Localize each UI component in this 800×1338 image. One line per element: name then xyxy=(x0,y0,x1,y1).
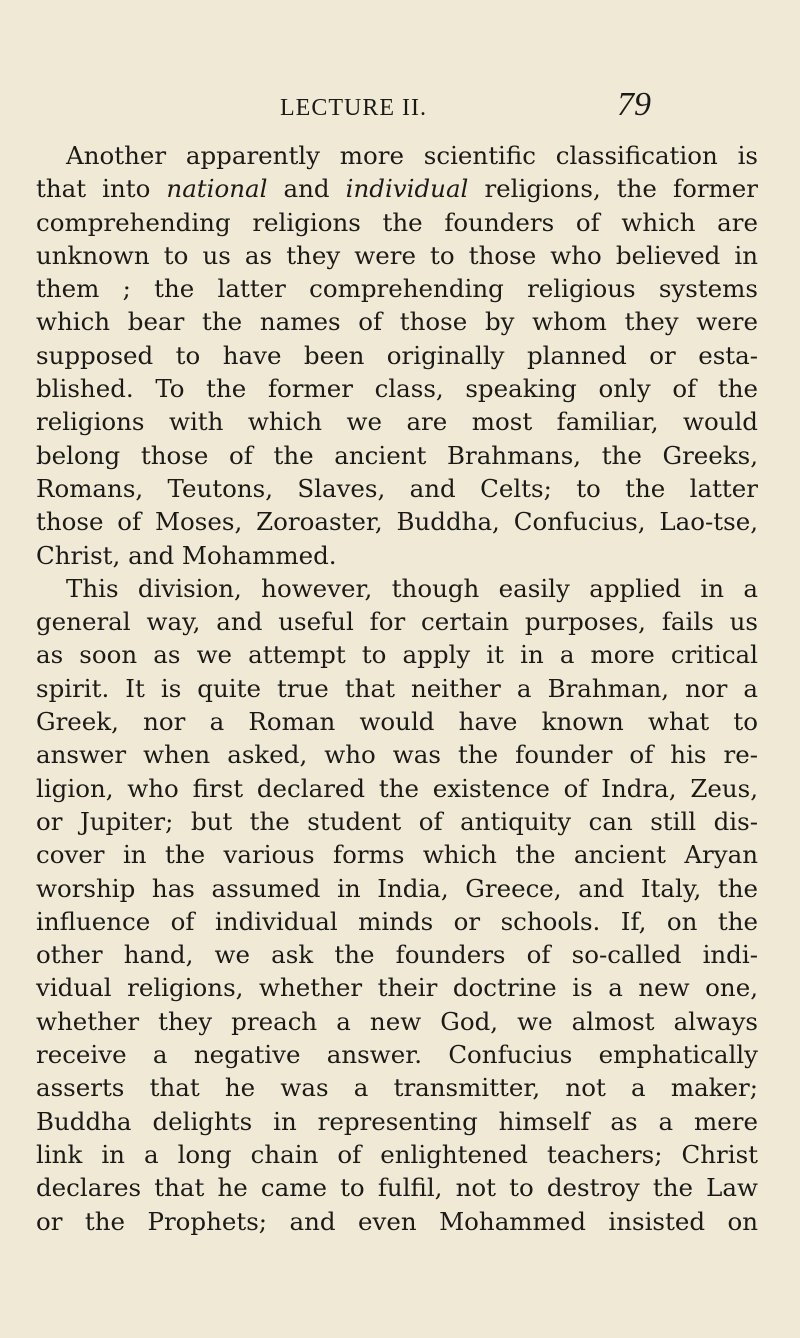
text-line: whether they preach a new God, we almost always xyxy=(36,1006,758,1036)
body-text xyxy=(36,139,758,1238)
text-line: comprehending religions the founders of which are xyxy=(36,207,758,237)
text-line: Greek, nor a Roman would have known what to xyxy=(36,707,758,737)
text-line: answer when asked, who was the founder of his re- xyxy=(36,740,758,770)
text-line: belong those of the ancient Brahmans, the Greeks, xyxy=(36,440,758,470)
text-line: asserts that he was a transmitter, not a maker; xyxy=(36,1073,758,1103)
text-fragment: that into xyxy=(36,174,167,204)
text-line: link in a long chain of enlightened teachers; Christ xyxy=(36,1139,758,1169)
text-line: declares that he came to fulfil, not to destroy the Law xyxy=(36,1173,758,1203)
text-line: supposed to have been originally planned or esta- xyxy=(36,340,758,370)
page-number: 79 xyxy=(617,86,651,123)
text-line: them ; the latter comprehending religious systems xyxy=(36,274,758,304)
text-line: those of Moses, Zoroaster, Buddha, Confucius, Lao-tse, xyxy=(36,507,758,537)
text-line: Another apparently more scientific classification is xyxy=(66,141,758,170)
text-line xyxy=(36,172,758,205)
text-line: other hand, we ask the founders of so-called indi- xyxy=(36,940,758,970)
text-line: ligion, who first declared the existence of Indra, Zeus, xyxy=(36,773,758,803)
text-line: general way, and useful for certain purposes, fails us xyxy=(36,607,758,637)
text-line: Romans, Teutons, Slaves, and Celts; to the latter xyxy=(36,473,758,503)
text-line: or the Prophets; and even Mohammed insisted on xyxy=(36,1206,758,1236)
text-line: Christ, and Mohammed. xyxy=(36,540,337,570)
text-line: This division, however, though easily applied in a xyxy=(66,573,758,603)
text-line: vidual religions, whether their doctrine is a new one, xyxy=(36,973,758,1003)
text-line: influence of individual minds or schools. If, on the xyxy=(36,906,758,936)
text-line: as soon as we attempt to apply it in a more critical xyxy=(36,640,758,670)
text-fragment: and xyxy=(267,174,346,204)
italic-term-individual: individual xyxy=(345,174,469,204)
text-line: worship has assumed in India, Greece, and Italy, the xyxy=(36,873,758,903)
text-line: spirit. It is quite true that neither a Brahman, nor a xyxy=(36,673,758,703)
text-line: blished. To the former class, speaking only of the xyxy=(36,374,758,404)
text-line: cover in the various forms which the ancient Aryan xyxy=(36,840,758,870)
text-line: religions with which we are most familiar, would xyxy=(36,407,758,437)
italic-term-national: national xyxy=(166,174,268,204)
text-line: receive a negative answer. Confucius emphatically xyxy=(36,1040,758,1070)
text-line: which bear the names of those by whom they were xyxy=(36,307,758,337)
running-title: LECTURE II. xyxy=(280,95,427,121)
text-line: Buddha delights in representing himself as a mere xyxy=(36,1106,758,1136)
text-line: or Jupiter; but the student of antiquity can still dis- xyxy=(36,806,758,836)
text-line: unknown to us as they were to those who believed in xyxy=(36,240,758,270)
text-fragment: religions, the former xyxy=(468,174,758,204)
